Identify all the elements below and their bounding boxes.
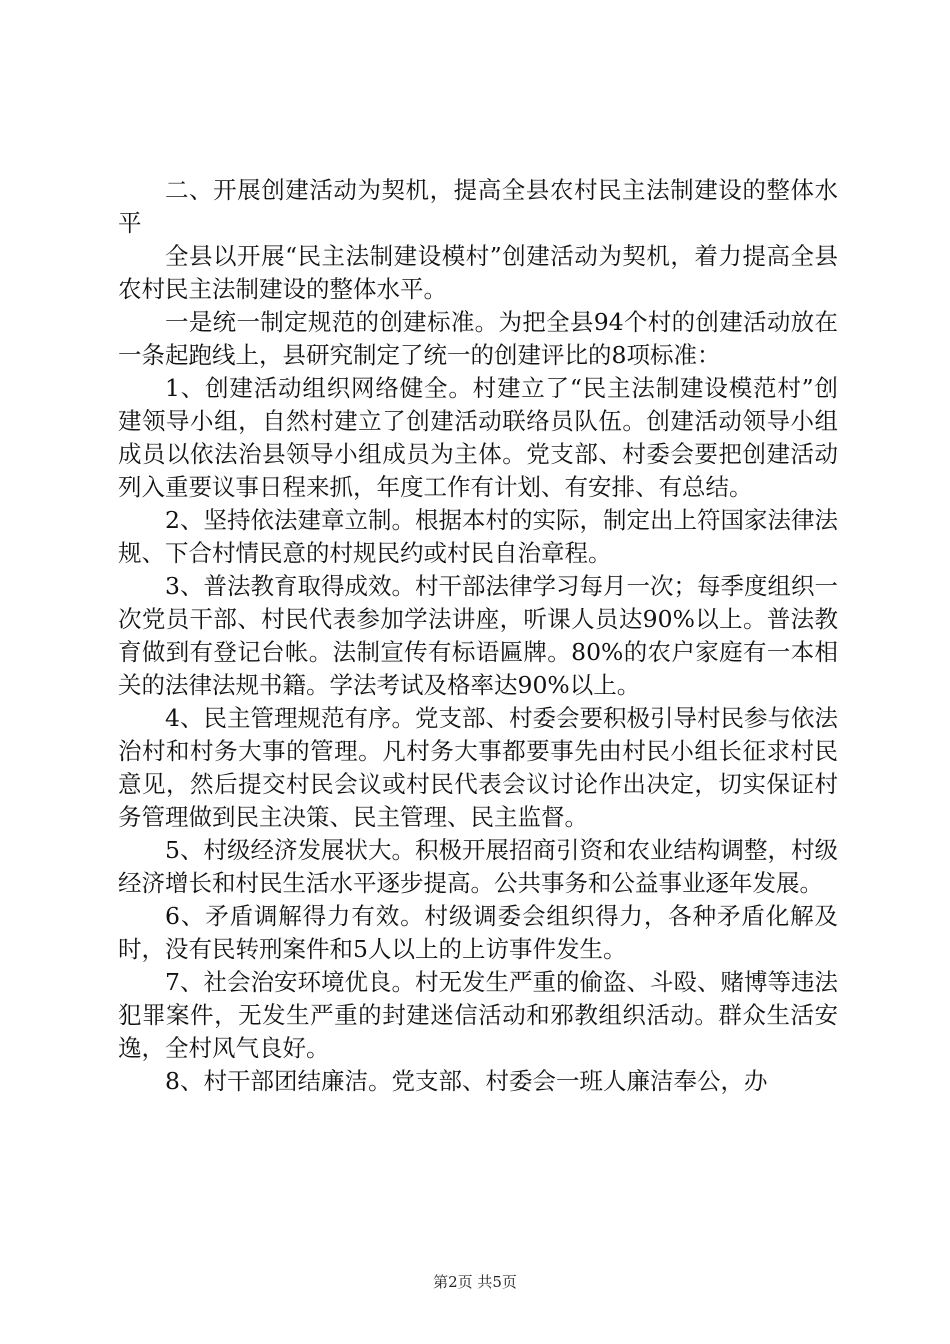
paragraph-intro: 全县以开展“民主法制建设模村”创建活动为契机，着力提高全县农村民主法制建设的整体水平。 <box>118 242 838 303</box>
page-number-footer: 第2页 共5页 <box>433 1273 517 1291</box>
document-body <box>118 174 838 1098</box>
paragraph-item-1: 1、创建活动组织网络健全。村建立了“民主法制建设模范村”创建领导小组，自然村建立了创建活动联络员队伍。创建活动领导小组成员以依法治县领导小组成员为主体。党支部、村委会要把创建活动列入重要议事日程来抓，年度工作有计划、有安排、有总结。 <box>118 374 838 501</box>
paragraph-item-8: 8、村干部团结廉洁。党支部、村委会一班人廉洁奉公，办 <box>165 1067 768 1095</box>
paragraph-standards: 一是统一制定规范的创建标准。为把全县94个村的创建活动放在一条起跑线上，县研究制定了统一的创建评比的8项标准： <box>118 308 838 369</box>
section-heading: 二、开展创建活动为契机，提高全县农村民主法制建设的整体水平 <box>118 176 838 237</box>
paragraph-item-2: 2、坚持依法建章立制。根据本村的实际，制定出上符国家法律法规、下合村情民意的村规民约或村民自治章程。 <box>118 506 838 567</box>
paragraph-item-4: 4、民主管理规范有序。党支部、村委会要积极引导村民参与依法治村和村务大事的管理。凡村务大事都要事先由村民小组长征求村民意见，然后提交村民会议或村民代表会议讨论作出决定，切实保证村务管理做到民主决策、民主管理、民主监督。 <box>118 704 838 831</box>
paragraph-item-3: 3、普法教育取得成效。村干部法律学习每月一次；每季度组织一次党员干部、村民代表参加学法讲座，听课人员达90%以上。普法教育做到有登记台帐。法制宣传有标语匾牌。80%的农户家庭有一本相关的法律法规书籍。学法考试及格率达90%以上。 <box>118 572 838 699</box>
paragraph-item-6: 6、矛盾调解得力有效。村级调委会组织得力，各种矛盾化解及时，没有民转刑案件和5人以上的上访事件发生。 <box>118 902 838 963</box>
paragraph-item-7: 7、社会治安环境优良。村无发生严重的偷盗、斗殴、赌博等违法犯罪案件，无发生严重的封建迷信活动和邪教组织活动。群众生活安逸，全村风气良好。 <box>118 968 838 1062</box>
paragraph-item-5: 5、村级经济发展状大。积极开展招商引资和农业结构调整，村级经济增长和村民生活水平逐步提高。公共事务和公益事业逐年发展。 <box>118 836 838 897</box>
